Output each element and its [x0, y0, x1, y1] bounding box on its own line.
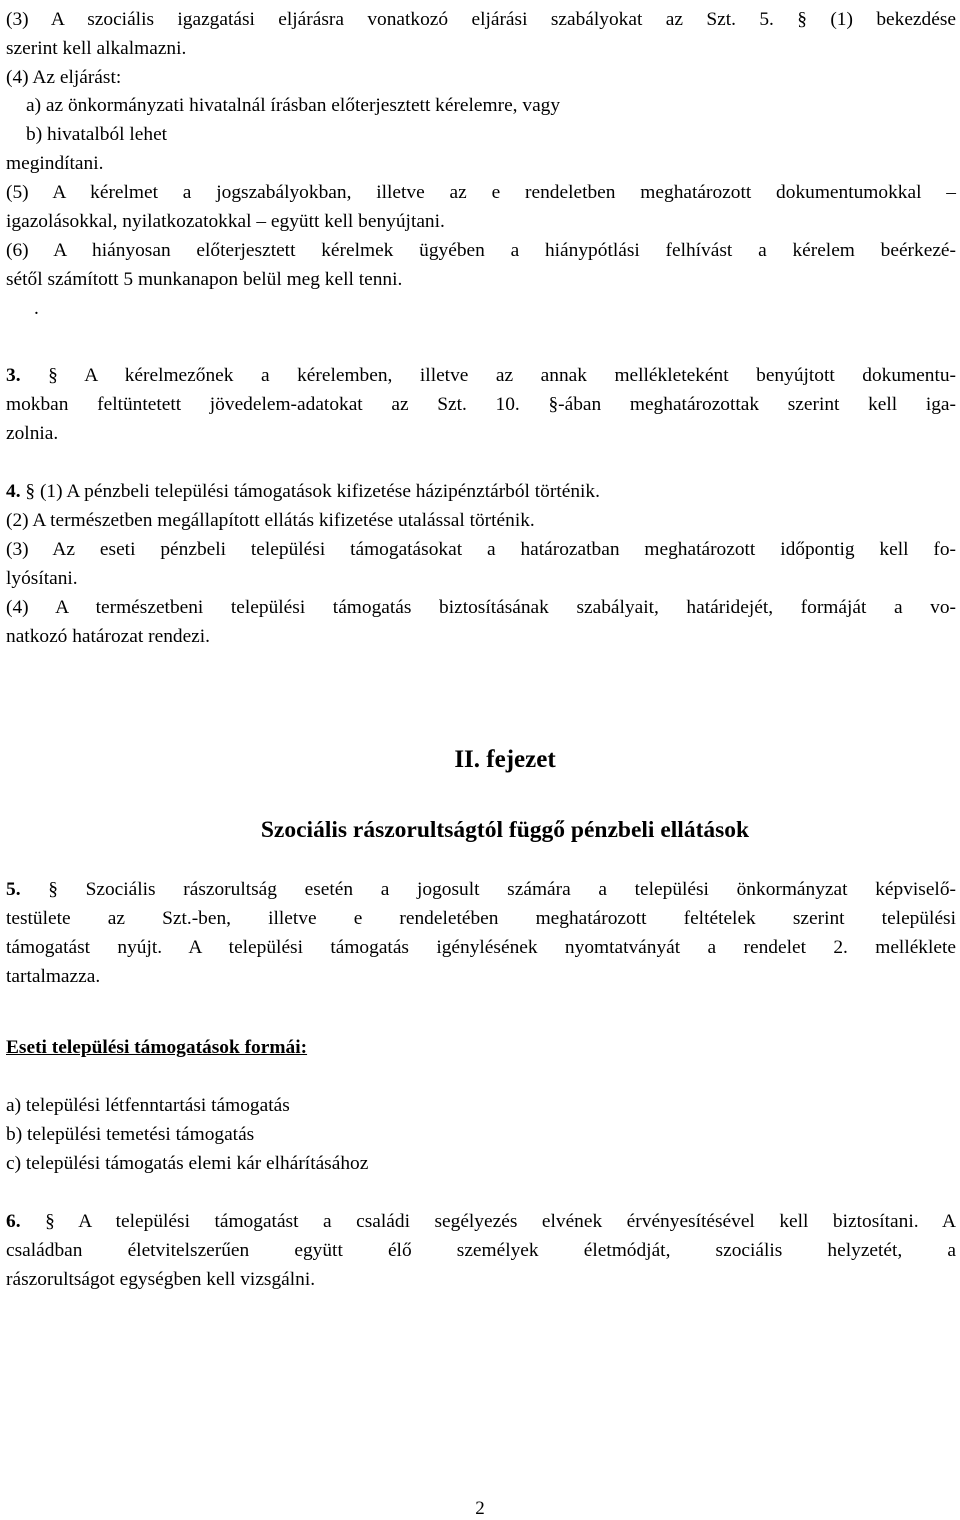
- section-6-line-1: [6, 1208, 956, 1236]
- text-line: (3) Az eseti pénzbeli települési támogatásokat a határozatban meghatározott időpontig kell fo-: [6, 539, 956, 560]
- section-sign: §: [25, 481, 36, 502]
- section-sign: §: [48, 879, 58, 900]
- text-line: A kérelmezőnek a kérelemben, illetve az annak mellékleteként benyújtott dokumentu-: [84, 365, 956, 386]
- text-line: szerint kell alkalmazni.: [6, 38, 187, 59]
- section-number: 6.: [6, 1211, 21, 1232]
- text-line: (6) A hiányosan előterjesztett kérelmek ügyében a hiánypótlási felhívást a kérelem beérkezé-: [6, 240, 956, 261]
- section-sign: §: [48, 365, 58, 386]
- list-item: a) az önkormányzati hivatalnál írásban előterjesztett kérelemre, vagy: [26, 95, 561, 116]
- section-sign: §: [45, 1211, 55, 1232]
- section-4-line-1: [6, 478, 600, 506]
- text-line: lyósítani.: [6, 568, 78, 589]
- text-line: tartalmazza.: [6, 966, 101, 987]
- text-line: családban életvitelszerűen együtt élő személyek életmódját, szociális helyzetét, a: [6, 1240, 956, 1261]
- list-item: b) hivatalból lehet: [26, 124, 168, 145]
- section-5-line-1: [6, 876, 956, 904]
- text-line: (3) A szociális igazgatási eljárásra vonatkozó eljárási szabályokat az Szt. 5. § (1) bekezdése: [6, 9, 956, 30]
- section-number: 3.: [6, 365, 21, 386]
- text-line: testülete az Szt.-ben, illetve e rendeletében meghatározott feltételek szerint települési: [6, 908, 956, 929]
- text-line: Szociális rászorultság esetén a jogosult számára a települési önkormányzat képviselő-: [85, 879, 956, 900]
- section-number: 5.: [6, 879, 21, 900]
- forms-heading: Eseti települési támogatások formái:: [6, 1037, 308, 1058]
- page-number: 2: [475, 1498, 485, 1519]
- chapter-title: II. fejezet: [454, 746, 556, 773]
- text-line: (5) A kérelmet a jogszabályokban, illetve az e rendeletben meghatározott dokumentumokkal –: [6, 182, 956, 203]
- text-line: (4) Az eljárást:: [6, 67, 122, 88]
- text-line: igazolásokkal, nyilatkozatokkal – együtt kell benyújtani.: [6, 211, 445, 232]
- text-line: (2) A természetben megállapított ellátás kifizetése utalással történik.: [6, 510, 535, 531]
- text-line: rászorultságot egységben kell vizsgálni.: [6, 1269, 316, 1290]
- text-line: támogatást nyújt. A települési támogatás igénylésének nyomtatványát a rendelet 2. melléklete: [6, 937, 956, 958]
- list-item: c) települési támogatás elemi kár elhárításához: [6, 1153, 369, 1174]
- text-line: sétől számított 5 munkanapon belül meg kell tenni.: [6, 269, 403, 290]
- chapter-subtitle: Szociális rászorultságtól függő pénzbeli ellátások: [260, 817, 750, 843]
- text-line: (1) A pénzbeli települési támogatások kifizetése házipénztárból történik.: [39, 481, 600, 502]
- list-item: a) települési létfenntartási támogatás: [6, 1095, 290, 1116]
- section-3-line-1: [6, 362, 956, 390]
- text-line: zolnia.: [6, 423, 59, 444]
- text-line: megindítani.: [6, 153, 104, 174]
- text-line: A települési támogatást a családi segélyezés elvének érvényesítésével kell biztosítani. A: [78, 1211, 956, 1232]
- text-line: mokban feltüntetett jövedelem-adatokat az Szt. 10. §-ában meghatározottak szerint kell iga-: [6, 394, 956, 415]
- text-line: .: [34, 298, 39, 319]
- section-number: 4.: [6, 481, 21, 502]
- text-line: (4) A természetbeni települési támogatás biztosításának szabályait, határidejét, formáját a vo-: [6, 597, 956, 618]
- list-item: b) települési temetési támogatás: [6, 1124, 255, 1145]
- text-line: natkozó határozat rendezi.: [6, 626, 211, 647]
